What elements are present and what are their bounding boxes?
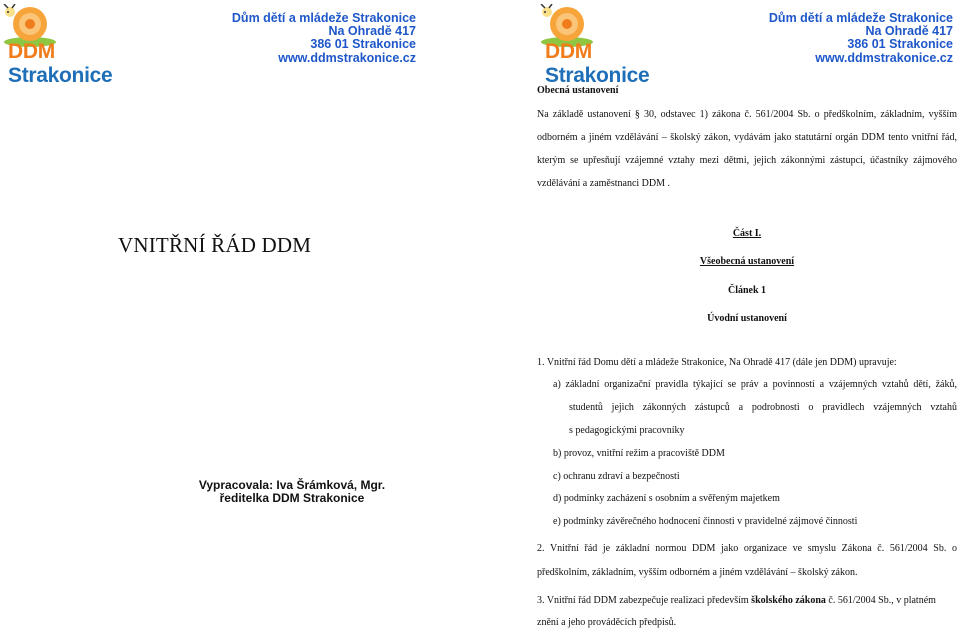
zip-city: 386 01 Strakonice <box>847 37 953 52</box>
zip-city: 386 01 Strakonice <box>310 37 416 52</box>
list-item-a-line-2: studentů jejich zákonných zástupců a podrobnosti o pravidlech vzájemných vztahů <box>569 402 957 413</box>
paragraph-2-line-2: předškolním, základním, vyšším odborném a jiném vzdělávání – školský zákon. <box>537 567 858 578</box>
author-block <box>190 479 394 505</box>
intro-line-1: Na základě ustanovení § 30, odstavec 1) zákona č. 561/2004 Sb. o předškolním, základním, vyšším <box>537 109 957 120</box>
paragraph-1-intro: 1. Vnitřní řád Domu dětí a mládeže Strakonice, Na Ohradě 417 (dále jen DDM) upravuje: <box>537 357 897 368</box>
paragraph-2-line-1: 2. Vnitřní řád je základní normou DDM jako organizace ve smyslu Zákona č. 561/2004 Sb. o <box>537 543 957 554</box>
part-heading: Část I. <box>732 228 762 239</box>
document-title: VNITŘNÍ ŘÁD DDM <box>118 233 312 257</box>
article-heading: Článek 1 <box>727 285 767 296</box>
section-heading: Všeobecná ustanovení <box>699 256 795 267</box>
intro-line-2: odborném a jiném vzdělávání – školský zákon, vydávám jako statutární orgán DDM tento vnitřní řád, <box>537 132 957 143</box>
article-title: Úvodní ustanovení <box>707 313 787 324</box>
paragraph-3-line-1 <box>537 595 957 606</box>
org-name: Dům dětí a mládeže Strakonice <box>231 11 416 25</box>
paragraph-3-text-a: 3. Vnitřní řád DDM zabezpečuje realizaci především <box>537 595 752 606</box>
logo-city: Strakonice <box>8 64 113 87</box>
list-item-b: b) provoz, vnitřní režim a pracoviště DDM <box>553 448 725 459</box>
list-item-c: c) ochranu zdraví a bezpečnosti <box>553 471 680 482</box>
author-name: Vypracovala: Iva Šrámková, Mgr. <box>198 478 386 492</box>
intro-line-3: kterým se upřesňují vzájemné vztahy mezi dětmi, jejich zákonnými zástupci, účastníky zájmového <box>537 155 957 166</box>
paragraph-3-line-2: znění a jeho prováděcích předpisů. <box>537 617 677 628</box>
header-address-left <box>200 12 416 65</box>
paragraph-3-law-name: školského zákona <box>751 595 826 606</box>
list-item-e: e) podmínky závěrečného hodnocení činnosti v pravidelné zájmové činnosti <box>553 516 858 527</box>
street: Na Ohradě 417 <box>865 24 953 39</box>
website-link[interactable]: www.ddmstrakonice.cz <box>815 50 953 65</box>
author-role: ředitelka DDM Strakonice <box>219 490 365 505</box>
list-item-a-line-3: s pedagogickými pracovníky <box>569 425 685 436</box>
logo-right <box>537 2 697 87</box>
street: Na Ohradě 417 <box>328 24 416 39</box>
logo-ddm: DDM <box>545 40 592 63</box>
logo-left <box>0 2 160 87</box>
org-name: Dům dětí a mládeže Strakonice <box>768 11 953 25</box>
paragraph-3-text-c: č. 561/2004 Sb., v platném <box>825 595 936 606</box>
logo-wordmark <box>545 40 697 88</box>
intro-line-4: vzdělávání a zaměstnanci DDM . <box>537 178 671 189</box>
logo-wordmark <box>8 40 160 88</box>
header-address-right <box>737 12 953 65</box>
list-item-a-line-1: a) základní organizační pravidla týkající se práv a povinností a vzájemných vztahů dětí, žáků, <box>553 379 957 390</box>
list-item-d: d) podmínky zacházení s osobním a svěřeným majetkem <box>553 493 780 504</box>
logo-ddm: DDM <box>8 40 55 63</box>
logo-city: Strakonice <box>545 64 650 87</box>
website-link[interactable]: www.ddmstrakonice.cz <box>278 50 416 65</box>
general-heading: Obecná ustanovení <box>537 85 619 96</box>
